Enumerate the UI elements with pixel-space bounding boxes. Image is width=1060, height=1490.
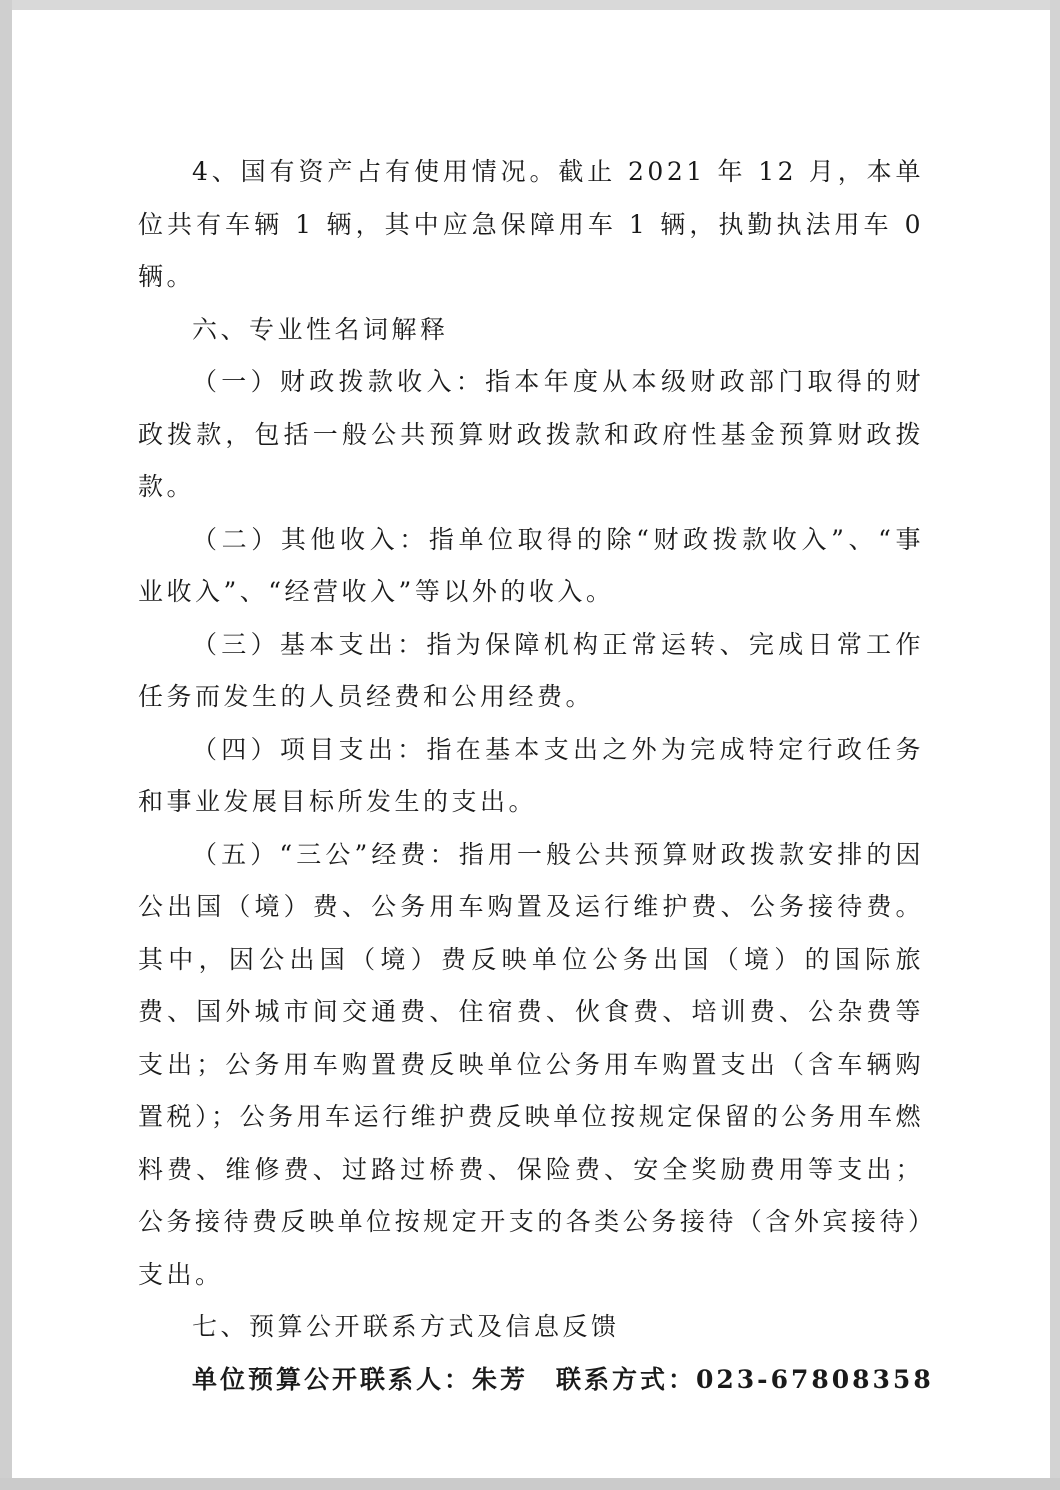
paragraph-project-expenditure: （四）项目支出：指在基本支出之外为完成特定行政任务和事业发展目标所发生的支出。 bbox=[138, 734, 924, 816]
page-border-right bbox=[1050, 0, 1060, 1490]
page-border-top bbox=[0, 0, 1060, 10]
contact-info: 单位预算公开联系人：朱芳 联系方式：023-67808358 bbox=[192, 1364, 934, 1394]
paragraph-other-income: （二）其他收入：指单位取得的除“财政拨款收入”、“事业收入”、“经营收入”等以外的收入。 bbox=[138, 524, 924, 606]
page-border-bottom bbox=[0, 1478, 1060, 1490]
paragraph-three-public-expenses: （五）“三公”经费：指用一般公共预算财政拨款安排的因公出国（境）费、公务用车购置及运行维护费、公务接待费。其中，因公出国（境）费反映单位公务出国（境）的国际旅费、国外城市间交通费、住宿费、伙食费、培训费、公杂费等支出；公务用车购置费反映单位公务用车购置支出（含车辆购置税）；公务用车运行维护费反映单位按规定保留的公务用车燃料费、维修费、过路过桥费、保险费、安全奖励费用等支出；公务接待费反映单位按规定开支的各类公务接待（含外宾接待）支出。 bbox=[138, 839, 924, 1289]
paragraph-fiscal-appropriation: （一）财政拨款收入：指本年度从本级财政部门取得的财政拨款，包括一般公共预算财政拨款和政府性基金预算财政拨款。 bbox=[138, 367, 924, 501]
document-body bbox=[138, 146, 934, 1406]
section-heading-terms: 六、专业性名词解释 bbox=[192, 314, 449, 344]
section-heading-contact: 七、预算公开联系方式及信息反馈 bbox=[192, 1312, 620, 1341]
page-border-left bbox=[0, 0, 12, 1490]
paragraph-state-assets: 4、国有资产占有使用情况。截止 2021 年 12 月，本单位共有车辆 1 辆，其中应急保障用车 1 辆，执勤执法用车 0 辆。 bbox=[138, 157, 924, 291]
paragraph-basic-expenditure: （三）基本支出：指为保障机构正常运转、完成日常工作任务而发生的人员经费和公用经费。 bbox=[138, 629, 924, 711]
